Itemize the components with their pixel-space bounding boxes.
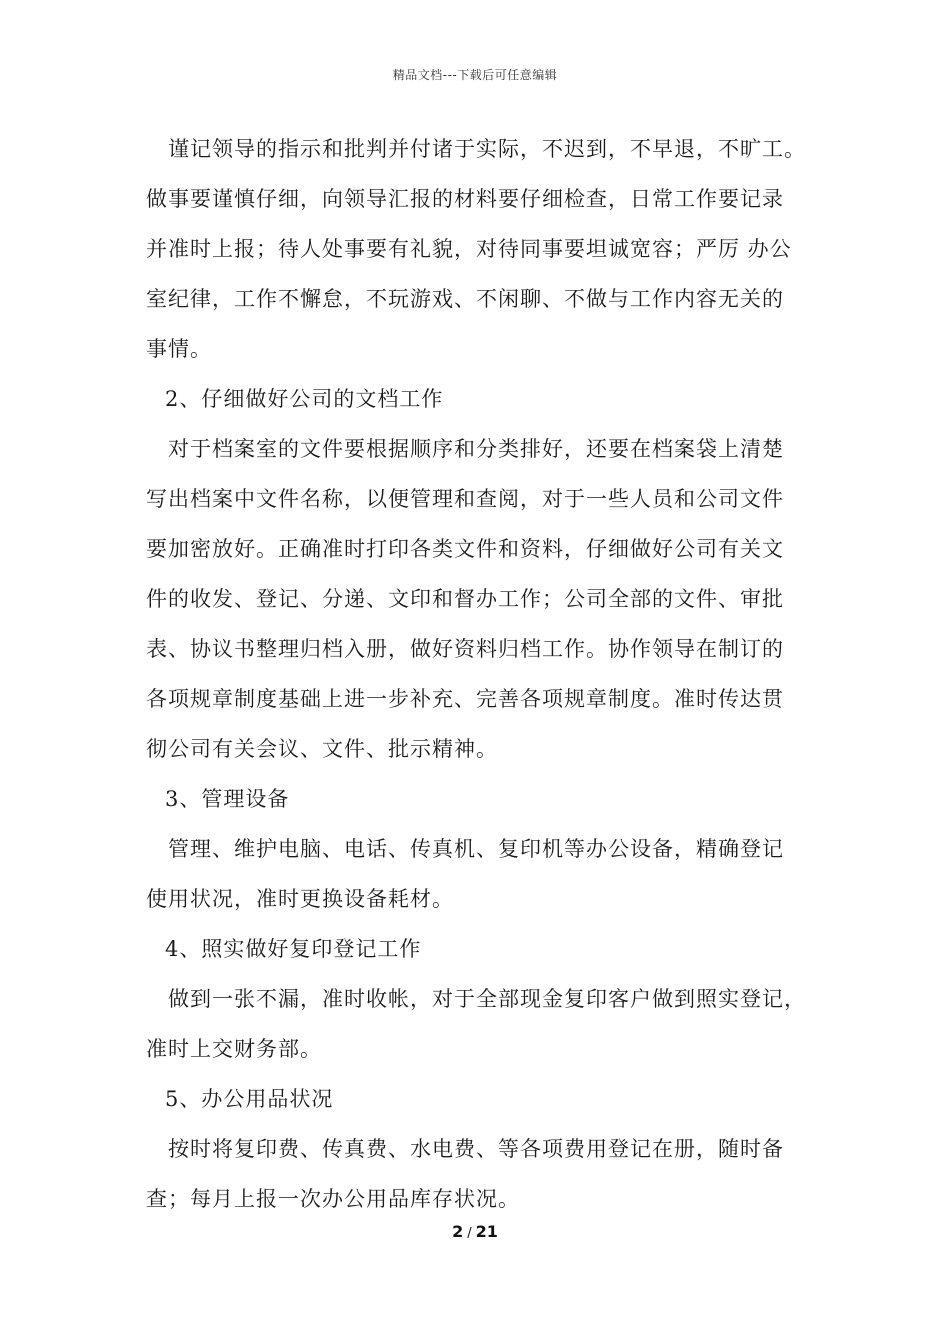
paragraph xyxy=(146,1124,836,1224)
paragraph-line: 做事要谨慎仔细，向领导汇报的材料要仔细检查，日常工作要记录 xyxy=(146,187,784,211)
total-pages: 21 xyxy=(475,1222,498,1241)
paragraph-line: 并准时上报；待人处事要有礼貌，对待同事要坦诚宽容；严厉 办公 xyxy=(146,237,792,261)
paragraph-line: 谨记领导的指示和批判并付诸于实际，不迟到，不早退，不旷工。 xyxy=(168,137,806,161)
current-page: 2 xyxy=(452,1222,464,1241)
section-heading: 3、管理设备 xyxy=(165,787,290,811)
paragraph-line: 使用状况，准时更换设备耗材。 xyxy=(146,887,454,911)
page-separator: / xyxy=(467,1226,472,1241)
paragraph-line: 事情。 xyxy=(146,337,212,361)
paragraph-line: 按时将复印费、传真费、水电费、等各项费用登记在册，随时备 xyxy=(168,1137,784,1161)
paragraph-line: 对于档案室的文件要根据顺序和分类排好，还要在档案袋上清楚 xyxy=(168,437,784,461)
paragraph-line: 管理、维护电脑、电话、传真机、复印机等办公设备，精确登记 xyxy=(168,837,784,861)
paragraph-line: 表、协议书整理归档入册，做好资料归档工作。协作领导在制订的 xyxy=(146,637,784,661)
paragraph-line: 各项规章制度基础上进一步补充、完善各项规章制度。准时传达贯 xyxy=(146,687,784,711)
paragraph-line: 做到一张不漏，准时收帐，对于全部现金复印客户做到照实登记， xyxy=(168,987,806,1011)
paragraph-line: 要加密放好。正确准时打印各类文件和资料，仔细做好公司有关文 xyxy=(146,537,784,561)
section-heading: 2、仔细做好公司的文档工作 xyxy=(165,387,444,411)
document-body xyxy=(146,124,836,1224)
paragraph-line: 室纪律，工作不懈怠，不玩游戏、不闲聊、不做与工作内容无关的 xyxy=(146,287,784,311)
paragraph xyxy=(146,824,836,924)
paragraph xyxy=(146,124,836,374)
paragraph-line: 准时上交财务部。 xyxy=(146,1037,322,1061)
paragraph-line: 彻公司有关会议、文件、批示精神。 xyxy=(146,737,498,761)
section-heading: 5、办公用品状况 xyxy=(165,1087,334,1111)
paragraph xyxy=(146,424,836,774)
paragraph xyxy=(146,974,836,1074)
paragraph-line: 写出档案中文件名称，以便管理和查阅，对于一些人员和公司文件 xyxy=(146,487,784,511)
paragraph-line: 查；每月上报一次办公用品库存状况。 xyxy=(146,1187,520,1211)
paragraph-line: 件的收发、登记、分递、文印和督办工作；公司全部的文件、审批 xyxy=(146,587,784,611)
page-number xyxy=(0,1222,950,1241)
page-header: 精品文档---下载后可任意编辑 xyxy=(392,68,558,82)
section-heading: 4、照实做好复印登记工作 xyxy=(165,937,422,961)
